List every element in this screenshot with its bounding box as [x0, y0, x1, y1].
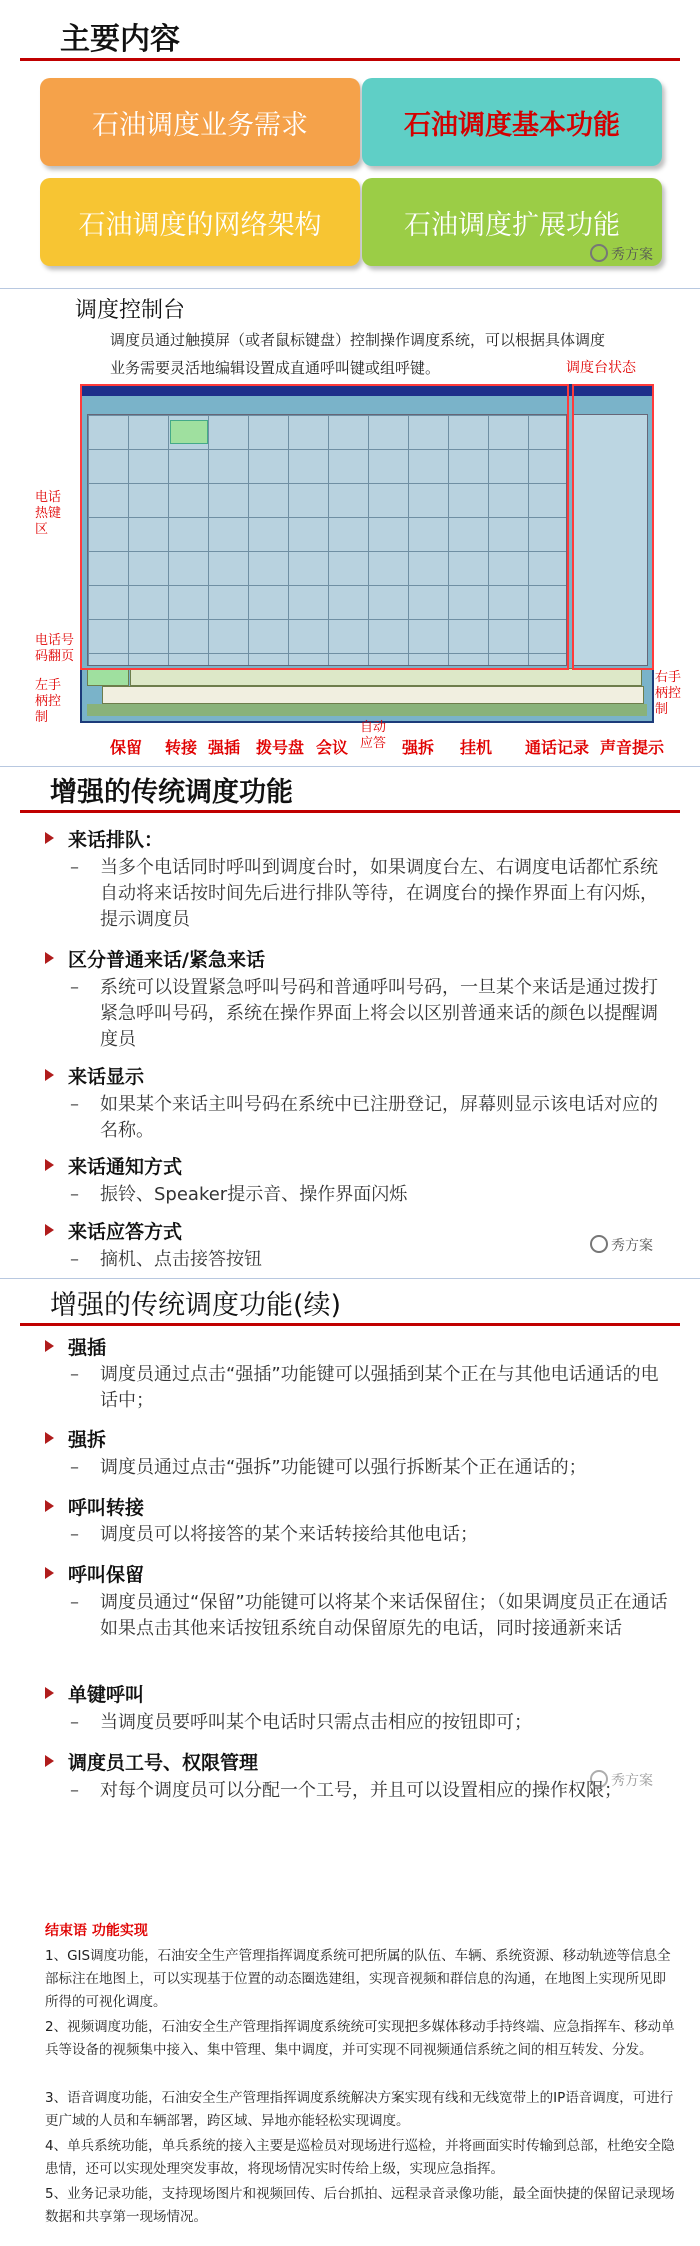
btn-conference[interactable]: 会议 [316, 738, 349, 757]
s2-item1-body: – 调度员通过点击“强插”功能键可以强插到某个正在与其他电话通话的电话中； [70, 1364, 659, 1411]
btn-auto-answer[interactable]: 自动应答 [360, 720, 387, 751]
function-button-row [87, 704, 647, 716]
s1-item4-head: 来话通知方式 [45, 1152, 182, 1179]
section-divider [0, 288, 700, 289]
s1-item1-body: – 当多个电话同时呼叫到调度台时，如果调度台左、右调度电话都忙系统自动将来话按时间先后进行排队等待，在调度台的操作界面上有闪烁，提示调度员 [70, 857, 658, 930]
btn-barge-in[interactable]: 强插 [208, 738, 241, 757]
bullet-icon [45, 952, 54, 964]
console-desc-1: 调度员通过触摸屏（或者鼠标键盘）控制操作调度系统，可以根据具体调度 [110, 331, 606, 349]
s2-item3-head: 呼叫转接 [45, 1493, 144, 1520]
btn-call-log[interactable]: 通话记录 [525, 738, 590, 757]
ending-paragraph-1: 1、GIS调度功能，石油安全生产管理指挥调度系统可把所属的队伍、车辆、系统资源、移动轨迹等信息全部标注在地图上，可以实现基于位置的动态圈选建组，实现音视频和群信息的沟通，在地图上实现所见即所得的可视化调度。 [45, 1948, 671, 2010]
s1-item5-body: – 摘机、点击接答按钮 [70, 1249, 262, 1270]
bullet-icon [45, 1069, 54, 1081]
s2-item5-body: – 当调度员要呼叫某个电话时只需点击相应的按钮即可； [70, 1712, 532, 1733]
s2-item4-head: 呼叫保留 [45, 1560, 144, 1587]
status-highlight [572, 384, 654, 670]
s2-item1-head: 强插 [45, 1333, 106, 1360]
card-extended-functions[interactable]: 石油调度扩展功能 [362, 178, 662, 266]
bullet-icon [45, 1500, 54, 1512]
s2-item2-head: 强拆 [45, 1425, 106, 1452]
btn-transfer[interactable]: 转接 [165, 738, 198, 757]
section2-title: 增强的传统调度功能(续) [50, 1290, 342, 1321]
s2-item6-body: – 对每个调度员可以分配一个工号，并且可以设置相应的操作权限； [70, 1780, 622, 1801]
section-divider [0, 766, 700, 767]
bullet-icon [45, 1340, 54, 1352]
bullet-icon [45, 1159, 54, 1171]
bullet-icon [45, 1687, 54, 1699]
hotkey-label: 电话热键区 [35, 490, 62, 537]
console-desc-2: 业务需要灵活地编辑设置成直通呼叫键或组呼键。 [110, 359, 441, 377]
s1-item1-head: 来话排队： [45, 825, 163, 852]
btn-force-release[interactable]: 强拆 [402, 738, 435, 757]
watermark-icon [590, 1235, 608, 1253]
s1-item4-body: – 振铃、Speaker提示音、操作界面闪烁 [70, 1184, 408, 1205]
bullet-icon [45, 1224, 54, 1236]
btn-sound-alert[interactable]: 声音提示 [600, 738, 665, 757]
s1-item3-body: – 如果某个来话主叫号码在系统中已注册登记，屏幕则显示该电话对应的名称。 [70, 1094, 658, 1141]
number-page-row [130, 668, 642, 686]
card-business-needs[interactable]: 石油调度业务需求 [40, 78, 360, 166]
card-basic-functions[interactable]: 石油调度基本功能 [362, 78, 662, 166]
bullet-icon [45, 1432, 54, 1444]
section-divider [0, 1278, 700, 1279]
btn-dialpad[interactable]: 拨号盘 [256, 738, 305, 757]
card-network-architecture[interactable]: 石油调度的网络架构 [40, 178, 360, 266]
bullet-icon [45, 832, 54, 844]
number-page-key [87, 668, 129, 686]
ending-paragraph-5: 5、业务记录功能，支持现场图片和视频回传、后台抓拍、远程录音录像功能，最全面快捷的保留记录现场数据和共享第一现场情况。 [45, 2186, 675, 2225]
left-handle-label: 左手柄控制 [35, 678, 62, 725]
watermark-icon [590, 1770, 608, 1788]
watermark-icon [590, 244, 608, 262]
console-title: 调度控制台 [75, 298, 186, 323]
ending-paragraph-4: 4、单兵系统功能，单兵系统的接入主要是巡检员对现场进行巡检，并将画面实时传输到总部，杜绝安全隐患情，还可以实现处理突发事故，将现场情况实时传给上级，实现应急指挥。 [45, 2138, 675, 2177]
page-title: 主要内容 [60, 22, 180, 57]
section1-divider [20, 810, 680, 813]
watermark: 秀方案 [590, 244, 653, 264]
hotkey-highlight [80, 384, 569, 670]
s1-item3-head: 来话显示 [45, 1062, 144, 1089]
s2-item3-body: – 调度员可以将接答的某个来话转接给其他电话； [70, 1524, 478, 1545]
flip-label: 电话号码翻页 [35, 633, 75, 664]
s1-item2-head: 区分普通来话/紧急来话 [45, 945, 265, 972]
btn-hang-up[interactable]: 挂机 [460, 738, 493, 757]
s2-item4-body: – 调度员通过“保留”功能键可以将某个来话保留住；（如果调度员正在通话如果点击其他来话按钮系统自动保留原先的电话，同时接通新来话 [70, 1592, 668, 1639]
s2-item5-head: 单键呼叫 [45, 1680, 144, 1707]
section2-divider [20, 1323, 680, 1326]
ending-paragraph-3: 3、语音调度功能，石油安全生产管理指挥调度系统解决方案实现有线和无线宽带上的IP语音调度，可进行更广域的人员和车辆部署，跨区域、异地亦能轻松实现调度。 [45, 2090, 674, 2129]
s2-item6-head: 调度员工号、权限管理 [45, 1748, 258, 1775]
s2-item2-body: – 调度员通过点击“强拆”功能键可以强行拆断某个正在通话的； [70, 1457, 587, 1478]
ending-title: 结束语 功能实现 [45, 1923, 148, 1939]
right-handle-label: 右手柄控制 [655, 670, 682, 717]
bullet-icon [45, 1567, 54, 1579]
watermark: 秀方案 [590, 1770, 653, 1790]
bullet-icon [45, 1755, 54, 1767]
s1-item2-body: – 系统可以设置紧急呼叫号码和普通呼叫号码，一旦某个来话是通过拨打紧急呼叫号码，系统在操作界面上将会以区别普通来话的颜色以提醒调度员 [70, 977, 658, 1050]
s1-item5-head: 来话应答方式 [45, 1217, 182, 1244]
section1-title: 增强的传统调度功能 [50, 777, 293, 808]
tab-row [102, 686, 644, 704]
ending-paragraph-2: 2、视频调度功能，石油安全生产管理指挥调度系统统可实现把多媒体移动手持终端、应急指挥车、移动单兵等设备的视频集中接入、集中管理、集中调度，并可实现不同视频通信系统之间的相互转发、分发。 [45, 2019, 675, 2058]
watermark: 秀方案 [590, 1235, 653, 1255]
status-label: 调度台状态 [566, 360, 636, 376]
btn-hold[interactable]: 保留 [110, 738, 143, 757]
title-divider [20, 58, 680, 61]
